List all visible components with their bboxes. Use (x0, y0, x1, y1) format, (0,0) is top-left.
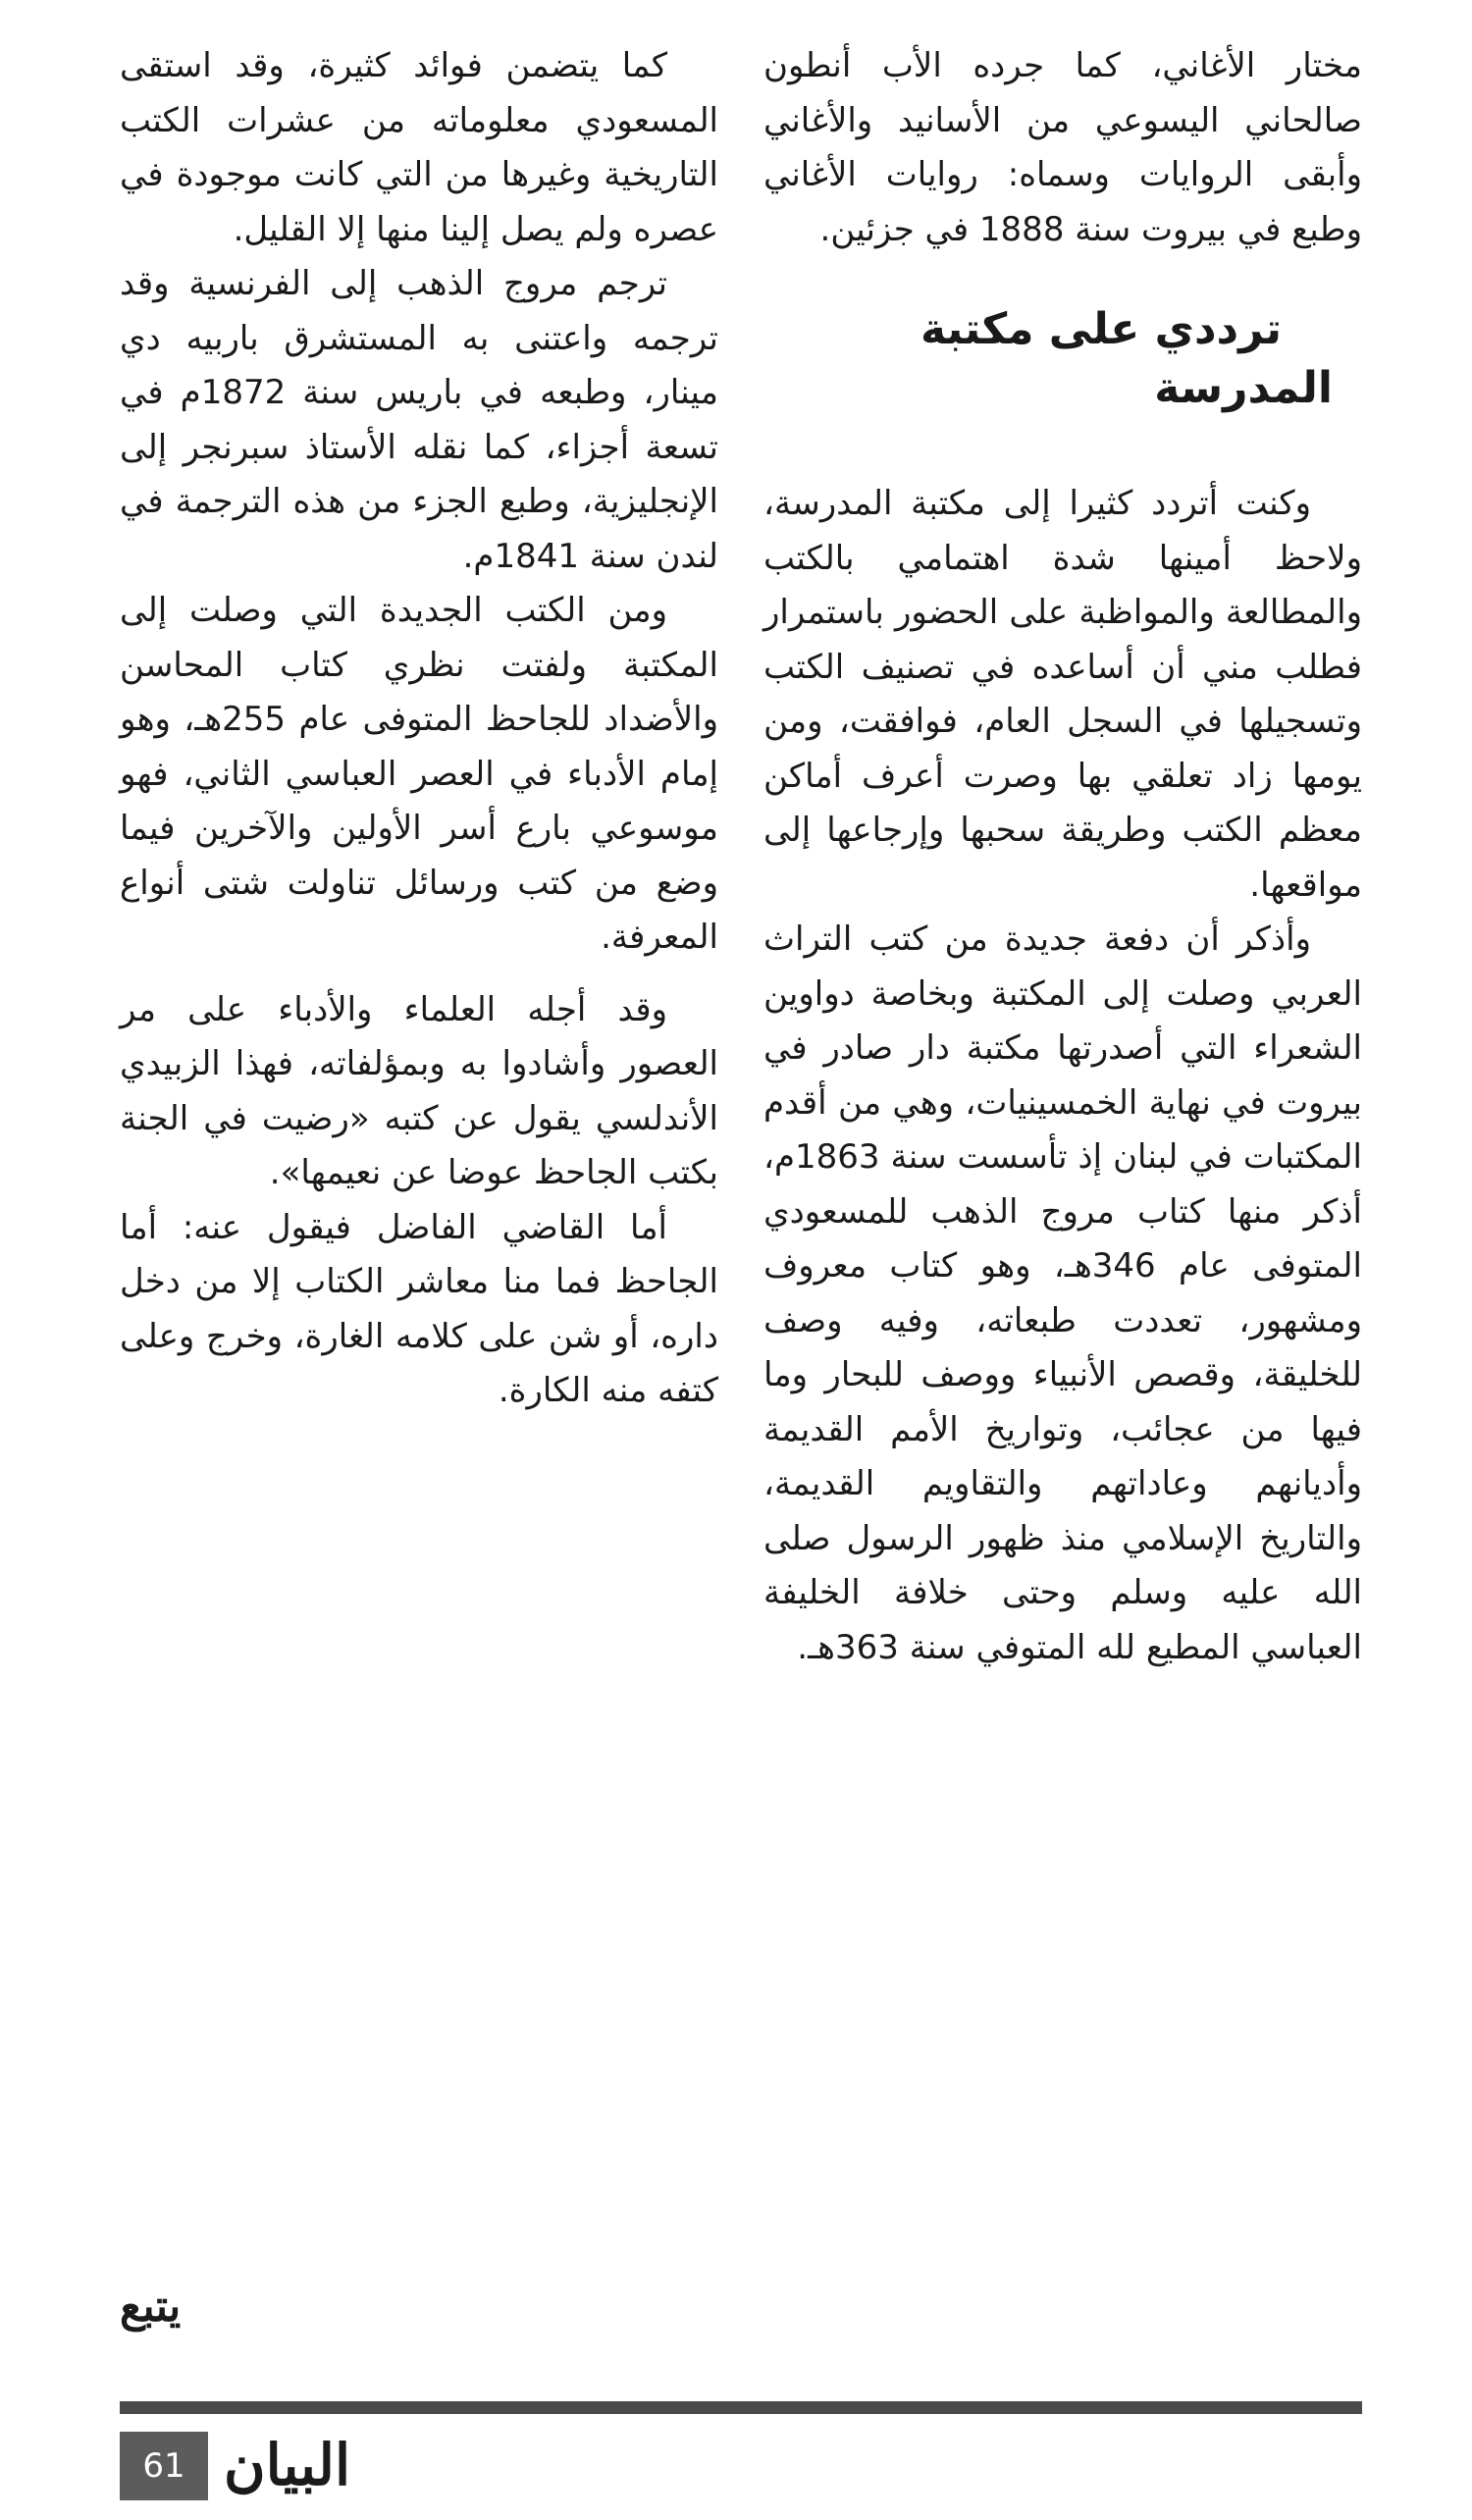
right-column (763, 39, 1362, 1675)
footer-divider (120, 2401, 1362, 2414)
section-heading: ترددي على مكتبة المدرسة (920, 304, 1333, 413)
left-column (120, 39, 718, 1419)
page-number (120, 2432, 208, 2500)
paragraph: أما القاضي الفاضل فيقول عنه: أما الجاحظ فما منا معاشر الكتاب إلا من دخل داره، أو شن على كلامه الغارة، وخرج وعلى كتفه منه الكارة. (120, 1207, 718, 1410)
paragraph: وقد أجله العلماء والأدباء على مر العصور وأشادوا به وبمؤلفاته، فهذا الزبيدي الأندلسي يقول عن كتبه «رضيت في الجنة بكتب الجاحظ عوضا عن نعيمها». (120, 989, 718, 1192)
paragraph: كما يتضمن فوائد كثيرة، وقد استقى المسعودي معلوماته من عشرات الكتب التاريخية وغيرها من التي كانت موجودة في عصره ولم يصل إلينا منها إلا القليل. (120, 46, 718, 249)
paragraph: وكنت أتردد كثيرا إلى مكتبة المدرسة، ولاحظ أمينها شدة اهتمامي بالكتب والمطالعة والمواظبة على الحضور باستمرار فطلب مني أن أساعده في تصنيف الكتب وتسجيلها في السجل العام، فوافقت، ومن يومها زاد تعلقي بها وصرت أعرف أماكن معظم الكتب وطريقة سحبها وإرجاعها إلى مواقعها. (763, 484, 1362, 905)
to-be-continued-label: يتبع (120, 2282, 182, 2332)
paragraph: مختار الأغاني، كما جرده الأب أنطون صالحاني اليسوعي من الأسانيد والأغاني وأبقى الروايات وسماه: روايات الأغاني وطبع في بيروت سنة 1888 في جزئين. (763, 46, 1362, 249)
page-number-text: 61 (142, 2446, 185, 2486)
paragraph: ومن الكتب الجديدة التي وصلت إلى المكتبة ولفتت نظري كتاب المحاسن والأضداد للجاحظ المتوفى عام 255هـ، وهو إمام الأدباء في العصر العباسي الثاني، فهو موسوعي بارع أسر الأولين والآخرين فيما وضع من كتب ورسائل تناولت شتى أنواع المعرفة. (120, 591, 718, 957)
paragraph: ترجم مروج الذهب إلى الفرنسية وقد ترجمه واعتنى به المستشرق باربيه دي مينار، وطبعه في باريس سنة 1872م في تسعة أجزاء، كما نقله الأستاذ سبرنجر إلى الإنجليزية، وطبع الجزء من هذه الترجمة في لندن سنة 1841م. (120, 264, 718, 576)
paragraph: وأذكر أن دفعة جديدة من كتب التراث العربي وصلت إلى المكتبة وبخاصة دواوين الشعراء التي أصدرتها مكتبة دار صادر في بيروت في نهاية الخمسينيات، وهي من أقدم المكتبات في لبنان إذ تأسست سنة 1863م، أذكر منها كتاب مروج الذهب للمسعودي المتوفى عام 346هـ، وهو كتاب معروف ومشهور، تعددت طبعاته، وفيه وصف للخليقة، وقصص الأنبياء ووصف للبحار وما فيها من عجائب، وتواريخ الأمم القديمة وأديانهم وعاداتهم والتقاويم القديمة، والتاريخ الإسلامي منذ ظهور الرسول صلى الله عليه وسلم وحتى خلافة الخليفة العباسي المطيع لله المتوفي سنة 363هـ. (763, 919, 1362, 1667)
magazine-logo: البيان (224, 2432, 351, 2498)
